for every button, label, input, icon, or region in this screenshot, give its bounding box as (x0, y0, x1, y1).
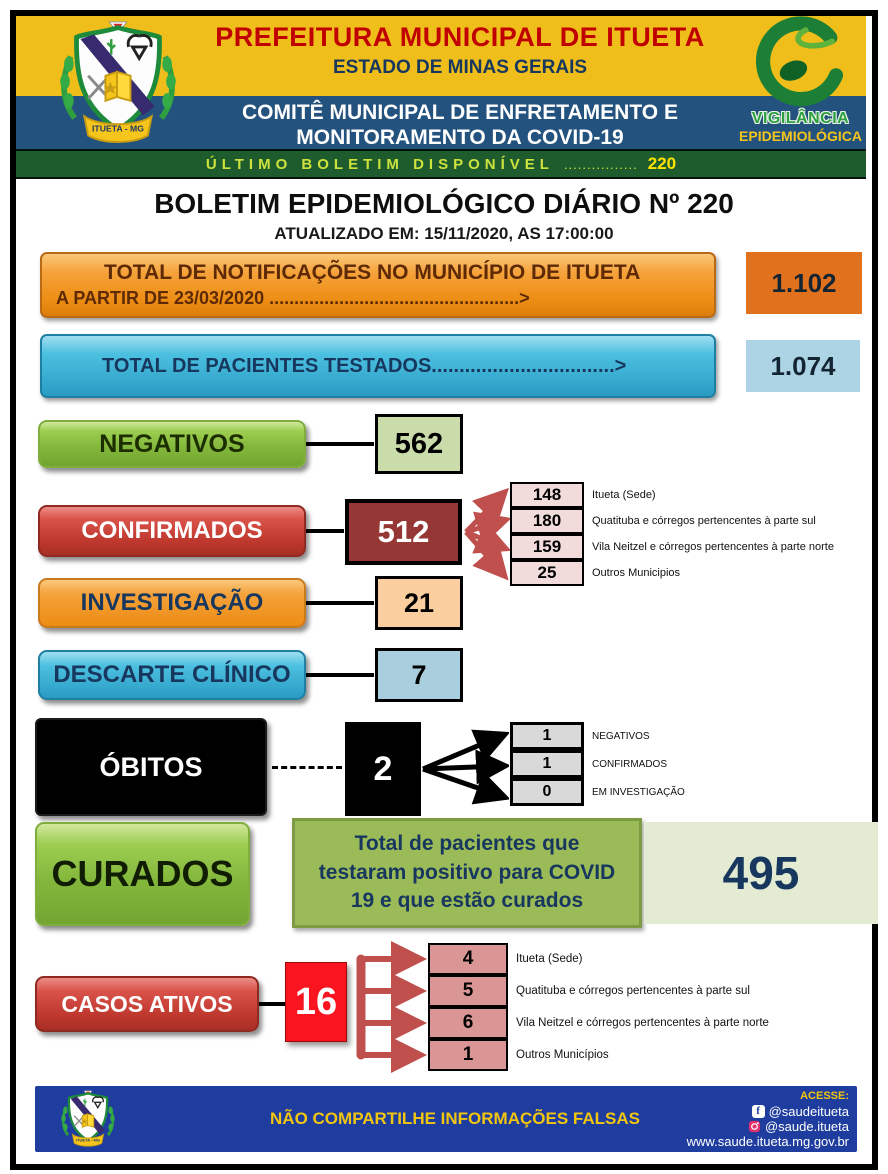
instagram-icon (748, 1120, 761, 1133)
obitos-breakdown-label: EM INVESTIGAÇÃO (592, 786, 685, 798)
epidemiology-logo (735, 17, 866, 148)
curados-description: Total de pacientes que testaram positivo para COVID 19 e que estão curados (292, 818, 642, 928)
header-titles (190, 22, 730, 79)
committee-title (190, 100, 730, 150)
casos-ativos-breakdown-value: 6 (428, 1007, 508, 1039)
casos-ativos-breakdown-label: Quatituba e córregos pertencentes à parte sul (516, 985, 750, 997)
casos-ativos-breakdown-label: Vila Neitzel e córregos pertencentes à parte norte (516, 1017, 769, 1029)
negativos-value: 562 (375, 414, 463, 474)
footer-access-label: ACESSE: (800, 1090, 849, 1102)
logo-epidemiologica-label: EPIDEMIOLÓGICA (739, 128, 862, 144)
bulletin-title: BOLETIM EPIDEMIOLÓGICO DIÁRIO Nº 220 (154, 188, 734, 219)
obitos-dashed-connector (272, 766, 342, 769)
confirmados-breakdown-value: 25 (510, 560, 584, 586)
descarte-clinico-connector (306, 673, 374, 677)
confirmados-button: CONFIRMADOS (38, 505, 306, 557)
negativos-button: NEGATIVOS (38, 420, 306, 468)
confirmados-breakdown-value: 148 (510, 482, 584, 508)
confirmados-breakdown-label: Itueta (Sede) (592, 489, 656, 501)
obitos-breakdown-label: NEGATIVOS (592, 730, 650, 742)
descarte-clinico-value: 7 (375, 648, 463, 702)
committee-line2: MONITORAMENTO DA COVID-19 (296, 126, 624, 149)
obitos-breakdown-value: 1 (510, 722, 584, 750)
tested-bar (40, 334, 716, 398)
investigacao-button: INVESTIGAÇÃO (38, 578, 306, 628)
casos-ativos-connector (259, 1002, 285, 1006)
casos-ativos-breakdown-value: 1 (428, 1039, 508, 1071)
notifications-bar (40, 252, 716, 318)
confirmados-breakdown-label: Outros Municipios (592, 567, 681, 579)
footer-message: NÃO COMPARTILHE INFORMAÇÕES FALSAS (270, 1109, 640, 1128)
obitos-breakdown-label: CONFIRMADOS (592, 758, 667, 770)
coat-of-arms-icon (52, 18, 184, 148)
footer-website[interactable]: www.saude.itueta.mg.gov.br (686, 1134, 849, 1149)
confirmados-breakdown-label: Quatituba e córregos pertencentes à parte sul (592, 515, 816, 527)
instagram-handle[interactable]: @saude.itueta (764, 1119, 849, 1134)
footer-instagram-row[interactable] (687, 1119, 849, 1134)
investigacao-connector (306, 601, 374, 605)
casos-ativos-breakdown-value: 4 (428, 943, 508, 975)
negativos-connector (306, 442, 374, 446)
confirmados-breakdown-value: 159 (510, 534, 584, 560)
confirmados-breakdown-label: Vila Neitzel e córregos pertencentes à parte norte (592, 541, 834, 553)
obitos-breakdown-value: 1 (510, 750, 584, 778)
obitos-fan-arrows (421, 720, 509, 816)
confirmados-value: 512 (345, 499, 462, 565)
bulletin-updated: ATUALIZADO EM: 15/11/2020, AS 17:00:00 (274, 224, 614, 243)
footer-facebook-row[interactable] (687, 1104, 849, 1119)
epidemiology-swoosh-icon (749, 15, 853, 113)
last-bulletin-bar (16, 149, 866, 179)
investigacao-value: 21 (375, 576, 463, 630)
logo-vigilancia-label: VIGILÂNCIA (751, 110, 850, 127)
notifications-value: 1.102 (746, 252, 862, 314)
casos-ativos-breakdown-value: 5 (428, 975, 508, 1007)
obitos-button: ÓBITOS (35, 718, 267, 816)
facebook-handle[interactable]: @saudeitueta (768, 1104, 849, 1119)
notifications-line2: A PARTIR DE 23/03/2020 ..................................................> (56, 288, 530, 308)
curados-button: CURADOS (35, 822, 250, 926)
obitos-breakdown-value: 0 (510, 778, 584, 806)
casos-ativos-breakdown-label: Itueta (Sede) (516, 953, 583, 965)
committee-line1: COMITÊ MUNICIPAL DE ENFRETAMENTO E (242, 101, 678, 124)
prefeitura-title: PREFEITURA MUNICIPAL DE ITUETA (215, 22, 705, 52)
casos-ativos-value: 16 (285, 962, 347, 1042)
last-bulletin-dots: ................ (563, 156, 638, 172)
tested-label: TOTAL DE PACIENTES TESTADOS.................................> (102, 354, 627, 377)
curados-value: 495 (644, 822, 878, 924)
confirmados-fan-arrows (464, 478, 510, 596)
casos-ativos-breakdown-label: Outros Municípios (516, 1049, 609, 1061)
footer-band (35, 1086, 857, 1152)
estado-subtitle: ESTADO DE MINAS GERAIS (332, 57, 588, 78)
tested-value: 1.074 (746, 340, 860, 392)
last-bulletin-label: ÚLTIMO BOLETIM DISPONÍVEL (205, 155, 554, 173)
confirmados-connector (306, 529, 344, 533)
casos-ativos-button: CASOS ATIVOS (35, 976, 259, 1032)
confirmados-breakdown-value: 180 (510, 508, 584, 534)
facebook-icon: f (752, 1105, 765, 1118)
descarte-clinico-button: DESCARTE CLÍNICO (38, 650, 306, 700)
footer-contact-block (687, 1089, 849, 1149)
footer-coat-of-arms-icon (57, 1089, 119, 1149)
obitos-value: 2 (345, 722, 421, 816)
last-bulletin-number: 220 (647, 154, 677, 173)
casos-ativos-bracket-arrows (347, 940, 431, 1076)
notifications-line1: TOTAL DE NOTIFICAÇÕES NO MUNICÍPIO DE ITUETA (104, 261, 641, 284)
